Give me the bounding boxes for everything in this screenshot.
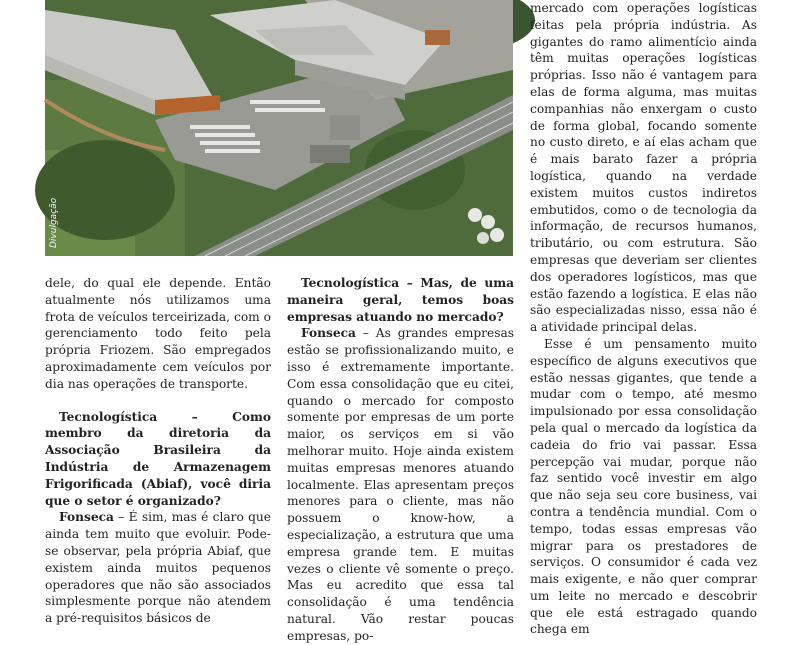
answer-text: – É sim, mas é claro que ainda tem muito que evoluir. Pode-se observar, pela própria Abiaf, que existem ainda muitos pequenos operadores que não são associados simplesmente porque não atendem a pré-requisitos básicos de xyxy=(45,510,271,626)
answer-text: – As grandes empresas estão se profissionalizando muito, e isso é extremamente importante. Com essa consolidação que eu citei, quando o mercado for composto somente por empresas de um porte maior, os serviços em si vão melhorar muito. Hoje ainda existem muitas empresas menores atuando localmente. Elas apresentam preços menores para o cliente, mas não possuem o know-how, a especialização, a estrutura que uma empresa grande tem. E muitas vezes o cliente vê somente o preço. Mas eu acredito que essa tal consolidação é uma tendência natural. Vão restar poucas empresas, po- xyxy=(287,326,514,643)
question-speaker: Tecnologística xyxy=(301,276,400,290)
question-text: – Mas, de uma maneira geral, temos boas empresas atuando no mercado? xyxy=(287,276,514,324)
answer xyxy=(287,325,514,644)
text-column-2 xyxy=(287,275,514,643)
answer xyxy=(45,509,271,627)
text-column-1 xyxy=(45,275,271,626)
paragraph: mercado com operações logísticas feitas pela própria indústria. As gigantes do ramo alimentício ainda têm muitas operações logísticas próprias. Isso não é vantagem para elas de forma alguma, mas muitas companhias não enxergam o custo de forma global, focando somente no custo direto, e aí elas acham que é mais barato fazer a própria logística, quando na verdade existem muitos custos indiretos embutidos, como o de tecnologia da informação, de recursos humanos, tributário, ou com estrutura. São empresas que deveriam ser clientes dos operadores logísticos, mas que estão fazendo a logística. E elas não são especializadas nisso, essa não é a atividade principal delas. xyxy=(530,1,757,335)
photo-credit: Divulgação xyxy=(49,197,59,248)
text-column-3 xyxy=(530,0,757,637)
paragraph: Esse é um pensamento muito específico de alguns executivos que estão nessas gigantes, que tende a mudar com o tempo, até mesmo impulsionado por essa consolidação pela qual o mercado da logística da cadeia do frio vai passar. Essa percepção vai mudar, porque não faz sentido você investir em algo que não seja seu core business, vai contra a tendência mundial. Com o tempo, todas essas empresas vão migrar para os prestadores de serviços. O consumidor é cada vez mais exigente, e não quer comprar um leite no mercado e descobrir que ele está estragado quando chega em xyxy=(530,336,757,637)
question-text: – Como membro da diretoria da Associação Brasileira da Indústria de Armazenagem Frigorificada (Abiaf), você diria que o setor é organizado? xyxy=(45,409,271,508)
paragraph: dele, do qual ele depende. Então atualmente nós utilizamos uma frota de veículos terceirizada, com o gerenciamento todo feito pela própria Friozem. São empregados aproximadamente cem veículos por dia nas operações de transporte. xyxy=(45,276,271,391)
aerial-photo-drawing xyxy=(45,0,513,256)
aerial-photo xyxy=(45,0,513,256)
answer-speaker: Fonseca xyxy=(301,326,356,341)
question-speaker: Tecnologística xyxy=(59,409,158,424)
question xyxy=(287,275,514,325)
question xyxy=(45,409,271,510)
answer-speaker: Fonseca xyxy=(59,510,114,525)
